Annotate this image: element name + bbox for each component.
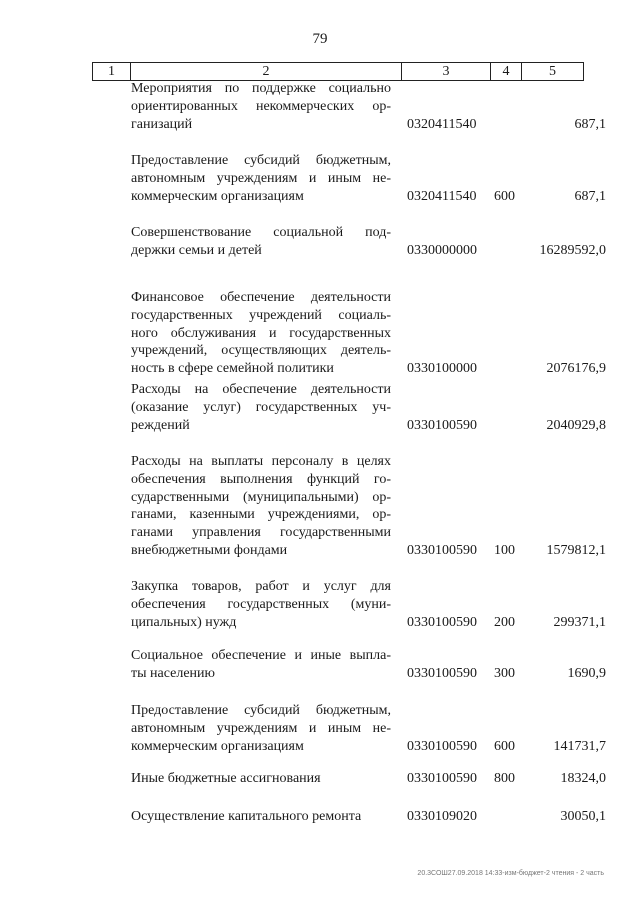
description-line: Мероприятия по поддержке социально: [131, 81, 391, 96]
row-code: 0330100590: [407, 543, 477, 558]
row-expense-kind: 300: [494, 665, 515, 681]
description-line: (оказание услуг) государственных уч-: [131, 399, 391, 415]
row-expense-kind: 100: [494, 543, 515, 558]
description-line: обеспечения государственных (муни-: [131, 596, 391, 612]
row-code: 0330100590: [407, 417, 477, 433]
description-line: ципальных) нужд: [131, 614, 237, 630]
description-line: Иные бюджетные ассигнования: [131, 771, 321, 786]
row-sum: 1579812,1: [546, 543, 606, 558]
row-expense-kind: 800: [494, 771, 515, 786]
header-col-2: 2: [131, 63, 402, 80]
row-expense-kind: 600: [494, 188, 515, 204]
row-sum: 141731,7: [553, 738, 606, 754]
description-line: ганами управления государственными: [131, 525, 391, 541]
row-code: 0330109020: [407, 809, 477, 824]
row-description: [131, 808, 391, 826]
row-sum: 1690,9: [567, 665, 606, 681]
row-description: [131, 647, 391, 683]
description-line: ность в сфере семейной политики: [131, 361, 334, 377]
description-line: Предоставление субсидий бюджетным,: [131, 703, 391, 718]
description-line: обеспечения выполнения функций го-: [131, 471, 391, 487]
description-line: Предоставление субсидий бюджетным,: [131, 153, 391, 168]
row-sum: 2040929,8: [546, 417, 606, 433]
row-sum: 299371,1: [553, 614, 606, 630]
description-line: государственных учреждений социаль-: [131, 307, 391, 323]
description-line: автономным учреждениям и иным не-: [131, 720, 391, 736]
row-sum: 18324,0: [560, 771, 606, 786]
description-line: Осуществление капитального ремонта: [131, 809, 362, 824]
description-line: сударственными (муниципальными) ор-: [131, 489, 391, 505]
description-line: ного обслуживания и государственных: [131, 325, 391, 341]
description-line: ты населению: [131, 665, 215, 681]
description-line: Расходы на обеспечение деятельности: [131, 382, 391, 397]
page-number: 79: [312, 31, 328, 47]
row-sum: 2076176,9: [546, 361, 606, 377]
row-description: [131, 702, 391, 755]
row-code: 0320411540: [407, 188, 477, 204]
row-description: [131, 381, 391, 434]
row-sum: 687,1: [574, 116, 606, 132]
row-description: [131, 770, 391, 788]
header-col-1: 1: [93, 63, 131, 80]
description-line: Закупка товаров, работ и услуг для: [131, 579, 391, 594]
description-line: реждений: [131, 417, 190, 433]
description-line: внебюджетными фондами: [131, 542, 288, 558]
row-code: 0320411540: [407, 116, 477, 132]
row-description: [131, 578, 391, 631]
row-description: [131, 224, 391, 260]
description-line: ганизаций: [131, 116, 193, 132]
description-line: держки семьи и детей: [131, 242, 262, 258]
header-col-3: 3: [402, 63, 491, 80]
row-code: 0330100000: [407, 361, 477, 377]
row-description: [131, 289, 391, 378]
row-sum: 16289592,0: [539, 242, 606, 258]
row-description: [131, 80, 391, 133]
description-line: Социальное обеспечение и иные выпла-: [131, 648, 391, 663]
row-sum: 30050,1: [560, 809, 606, 824]
description-line: учреждений, осуществляющих деятель-: [131, 343, 391, 359]
description-line: ориентированных некоммерческих ор-: [131, 98, 391, 114]
description-line: коммерческим организациям: [131, 738, 304, 754]
table-header: [92, 62, 584, 81]
description-line: Совершенствование социальной под-: [131, 225, 391, 240]
row-expense-kind: 600: [494, 738, 515, 754]
description-line: Расходы на выплаты персоналу в целях: [131, 454, 391, 469]
row-description: [131, 453, 391, 560]
description-line: ганами, казенными учреждениями, ор-: [131, 507, 391, 523]
description-line: коммерческим организациям: [131, 188, 304, 204]
document-footer: 20.3СОШ27.09.2018 14:33-изм-бюджет-2 чтения - 2 часть: [417, 870, 604, 877]
row-sum: 687,1: [574, 188, 606, 204]
row-description: [131, 152, 391, 205]
header-col-4: 4: [491, 63, 522, 80]
header-col-5: 5: [549, 64, 556, 79]
row-expense-kind: 200: [494, 614, 515, 630]
row-code: 0330100590: [407, 665, 477, 681]
row-code: 0330100590: [407, 771, 477, 786]
description-line: автономным учреждениям и иным не-: [131, 170, 391, 186]
row-code: 0330000000: [407, 242, 477, 258]
description-line: Финансовое обеспечение деятельности: [131, 290, 391, 305]
row-code: 0330100590: [407, 614, 477, 630]
row-code: 0330100590: [407, 738, 477, 754]
